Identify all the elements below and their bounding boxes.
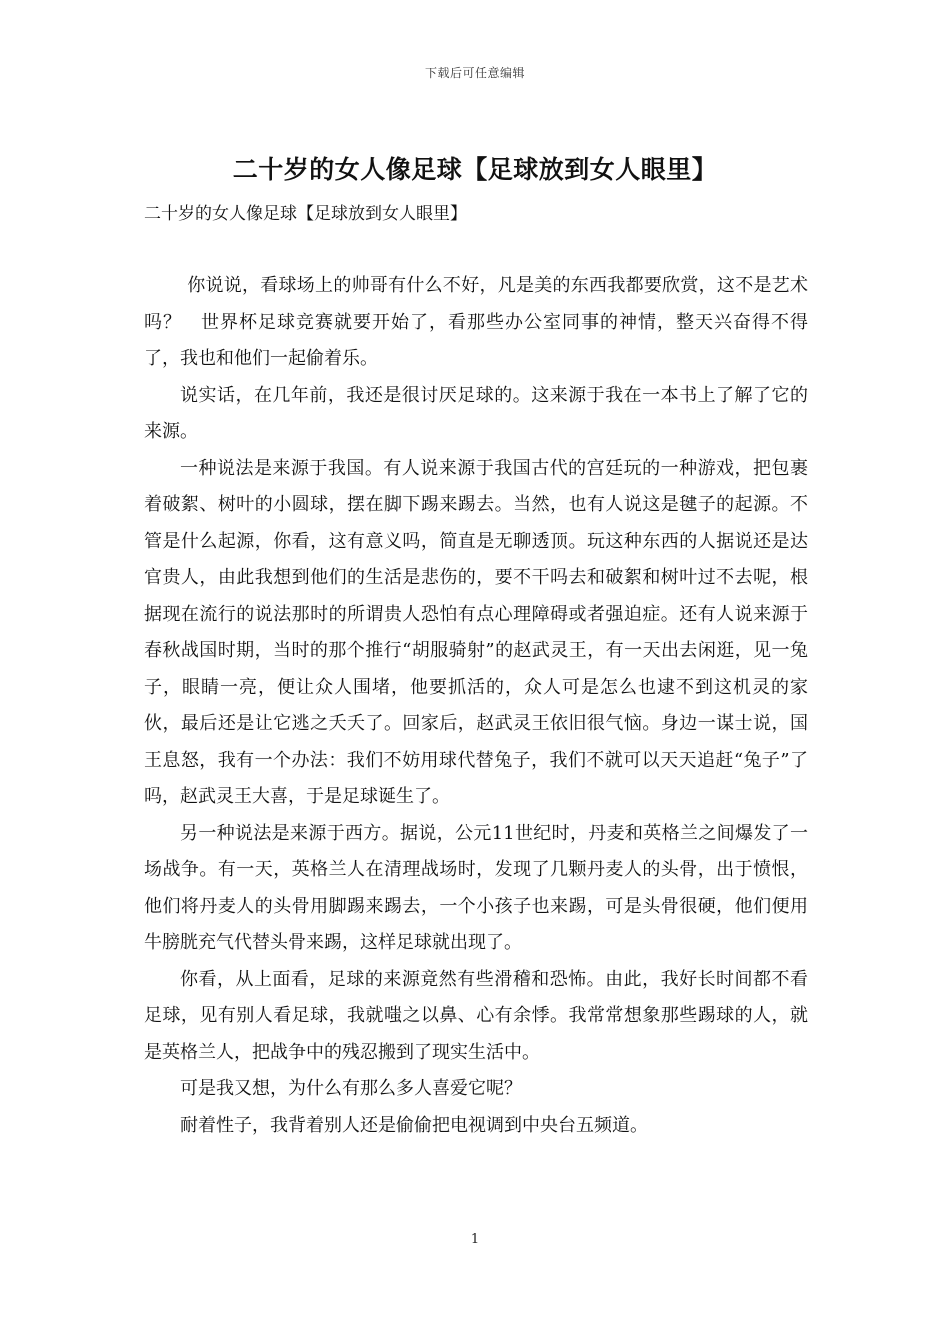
document-title: 二十岁的女人像足球【足球放到女人眼里】 bbox=[232, 155, 718, 184]
page-number: 1 bbox=[470, 1232, 480, 1247]
page-header: 下载后可任意编辑 bbox=[424, 66, 525, 80]
document-subtitle: 二十岁的女人像足球【足球放到女人眼里】 bbox=[144, 204, 467, 224]
paragraph: 一种说法是来源于我国。有人说来源于我国古代的宫廷玩的一种游戏，把包裹着破絮、树叶的小圆球，摆在脚下踢来踢去。当然，也有人说这是毽子的起源。不管是什么起源，你看，这有意义吗，简直是无聊透顶。玩这种东西的人据说还是达官贵人，由此我想到他们的生活是悲伤的，要不干吗去和破絮和树叶过不去呢，根据现在流行的说法那时的所谓贵人恐怕有点心理障碍或者强迫症。还有人说来源于春秋战国时期，当时的那个推行“胡服骑射”的赵武灵王，有一天出去闲逛，见一兔子，眼睛一亮，便让众人围堵，他要抓活的，众人可是怎么也逮不到这机灵的家伙，最后还是让它逃之夭夭了。回家后，赵武灵王依旧很气恼。身边一谋士说，国王息怒，我有一个办法：我们不妨用球代替兔子，我们不就可以天天追赶“兔子”了吗，赵武灵王大喜，于是足球诞生了。 bbox=[144, 457, 808, 807]
paragraph: 可是我又想，为什么有那么多人喜爱它呢？ bbox=[180, 1078, 522, 1099]
document-body bbox=[144, 268, 808, 1144]
paragraph: 你说说，看球场上的帅哥有什么不好，凡是美的东西我都要欣赏，这不是艺术吗？ 世界杯足球竞赛就要开始了，看那些办公室同事的神情，整天兴奋得不得了，我也和他们一起偷着乐。 bbox=[144, 275, 808, 369]
paragraph: 你看，从上面看，足球的来源竟然有些滑稽和恐怖。由此，我好长时间都不看足球，见有别人看足球，我就嗤之以鼻、心有余悸。我常常想象那些踢球的人，就是英格兰人，把战争中的残忍搬到了现实生活中。 bbox=[144, 968, 808, 1063]
paragraph: 说实话，在几年前，我还是很讨厌足球的。这来源于我在一本书上了解了它的来源。 bbox=[144, 384, 808, 442]
paragraph: 另一种说法是来源于西方。据说，公元11世纪时，丹麦和英格兰之间爆发了一场战争。有一天，英格兰人在清理战场时，发现了几颗丹麦人的头骨，出于愤恨，他们将丹麦人的头骨用脚踢来踢去，一个小孩子也来踢，可是头骨很硬，他们便用牛膀胱充气代替头骨来踢，这样足球就出现了。 bbox=[144, 822, 808, 953]
paragraph: 耐着性子，我背着别人还是偷偷把电视调到中央台五频道。 bbox=[180, 1114, 648, 1136]
